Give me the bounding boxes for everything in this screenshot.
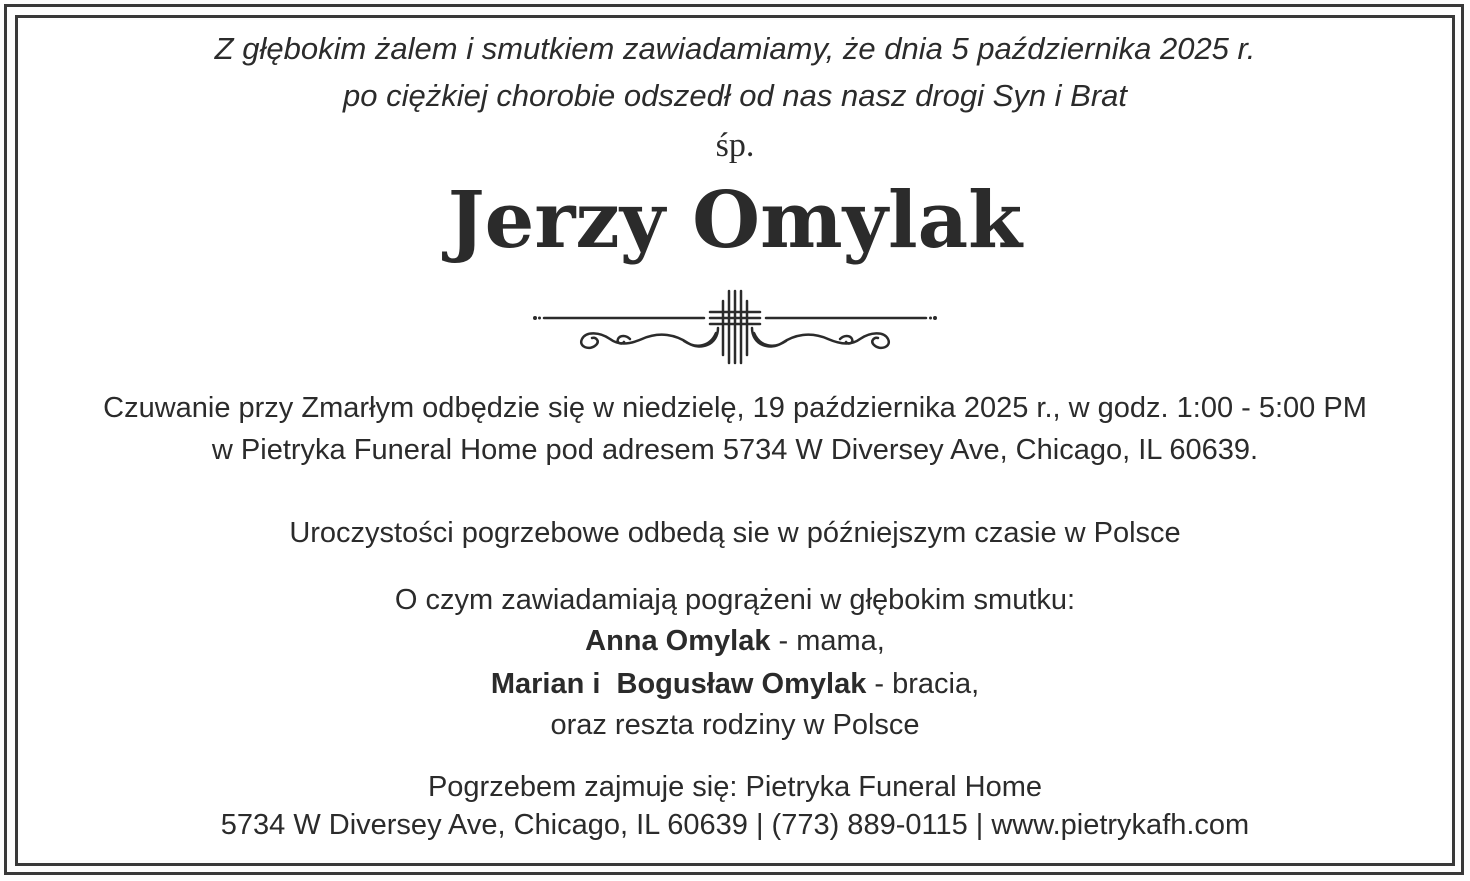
deceased-name: Jerzy Omylak	[447, 175, 1023, 266]
vigil-line-2: w Pietryka Funeral Home pod adresem 5734 W Diversey Ave, Chicago, IL 60639.	[211, 434, 1259, 466]
mourner-brothers	[0, 667, 1470, 701]
funeral-home-line-2: 5734 W Diversey Ave, Chicago, IL 60639 | (773) 889-0115 | www.pietrykafh.com	[220, 809, 1250, 841]
mourner-mother-name: Anna Omylak	[585, 625, 771, 657]
mourner-brothers-names: Marian i Bogusław Omylak	[490, 668, 867, 700]
mourners-heading: O czym zawiadamiają pogrążeni w głębokim smutku:	[394, 584, 1076, 616]
intro-line-2: po ciężkiej chorobie odszedł od nas nasz drogi Syn i Brat	[342, 78, 1128, 113]
intro-line-1: Z głębokim żalem i smutkiem zawiadamiamy, że dnia 5 października 2025 r.	[214, 31, 1256, 66]
funeral-home-line-1: Pogrzebem zajmuje się: Pietryka Funeral Home	[427, 771, 1043, 803]
mourner-mother-relation: - mama,	[770, 625, 885, 657]
funeral-note: Uroczystości pogrzebowe odbedą sie w późniejszym czasie w Polsce	[289, 517, 1181, 549]
cross-scroll-divider-icon	[530, 287, 940, 367]
mourner-mother	[0, 624, 1470, 658]
honorific: śp.	[715, 127, 755, 164]
mourners-closing: oraz reszta rodziny w Polsce	[550, 709, 920, 741]
mourner-brothers-relation: - bracia,	[866, 668, 980, 700]
vigil-line-1: Czuwanie przy Zmarłym odbędzie się w niedzielę, 19 października 2025 r., w godz. 1:00 - 5:00 PM	[103, 392, 1367, 424]
